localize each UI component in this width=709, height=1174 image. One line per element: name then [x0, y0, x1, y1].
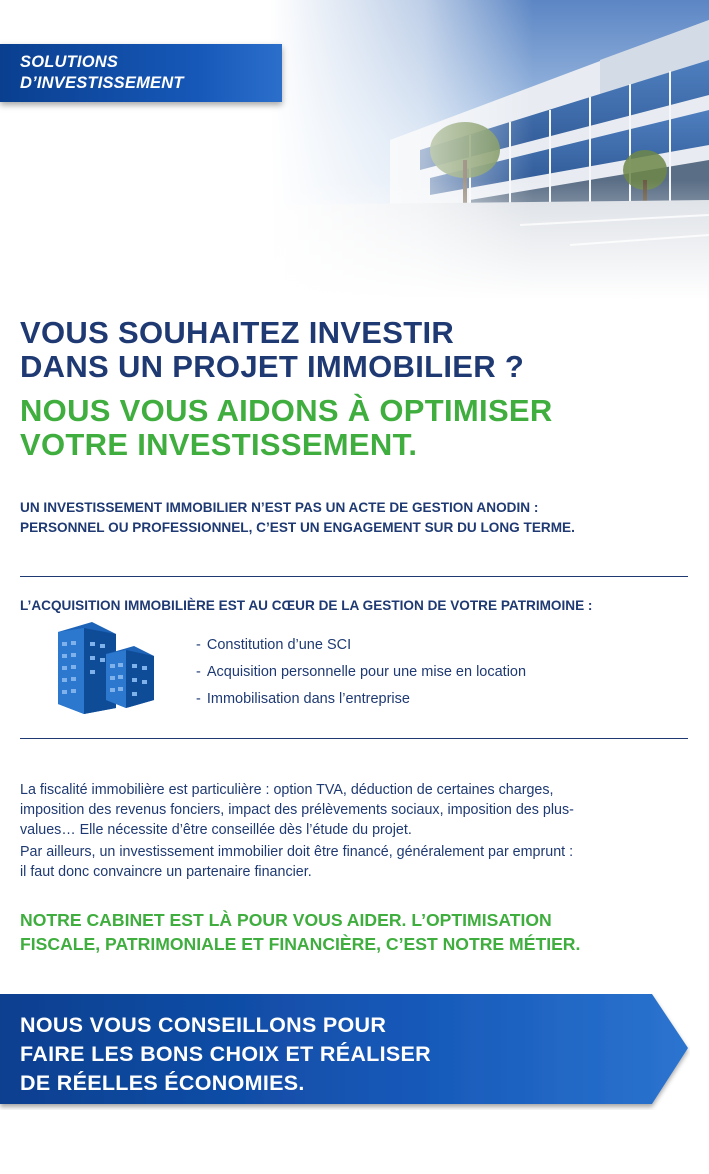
financing-paragraph: [20, 842, 690, 882]
headline-answer-line1: NOUS VOUS AIDONS À OPTIMISER: [20, 393, 553, 428]
headline-question-line1: VOUS SOUHAITEZ INVESTIR: [20, 315, 455, 350]
list-item: - Acquisition personnelle pour une mise en location: [196, 664, 527, 680]
divider-top: [20, 576, 688, 577]
acquisition-title: L’ACQUISITION IMMOBILIÈRE EST AU CŒUR DE LA GESTION DE VOTRE PATRIMOINE :: [20, 598, 593, 613]
intro-line1: UN INVESTISSEMENT IMMOBILIER N’EST PAS UN ACTE DE GESTION ANODIN :: [20, 500, 539, 515]
financing-paragraph-line1: Par ailleurs, un investissement immobilier doit être financé, généralement par emprunt :: [20, 844, 574, 860]
buildings-icon: [56, 620, 156, 715]
fiscal-paragraph-line3: values… Elle nécessite d’être conseillée dès l’étude du projet.: [20, 822, 412, 838]
intro-text: [20, 498, 690, 538]
banner-line3: DE RÉELLES ÉCONOMIES.: [20, 1071, 305, 1095]
section-tag-line1: SOLUTIONS: [20, 53, 119, 71]
cabinet-statement-line2: FISCALE, PATRIMONIALE ET FINANCIÈRE, C’EST NOTRE MÉTIER.: [20, 934, 581, 954]
list-item: - Immobilisation dans l’entreprise: [196, 691, 410, 707]
headline: [20, 316, 680, 462]
fiscal-paragraph: [20, 780, 690, 840]
banner-line1: NOUS VOUS CONSEILLONS POUR: [20, 1013, 387, 1037]
fiscal-paragraph-line1: La fiscalité immobilière est particulière : option TVA, déduction de certaines charges,: [20, 782, 554, 798]
cabinet-statement-line1: NOTRE CABINET EST LÀ POUR VOUS AIDER. L’OPTIMISATION: [20, 910, 552, 930]
intro-line2: PERSONNEL OU PROFESSIONNEL, C’EST UN ENGAGEMENT SUR DU LONG TERME.: [20, 520, 575, 535]
financing-paragraph-line2: il faut donc convaincre un partenaire financier.: [20, 864, 312, 880]
banner-text: [20, 1011, 431, 1098]
cabinet-statement: [20, 908, 690, 956]
fiscal-paragraph-line2: imposition des revenus fonciers, impact des prélèvements sociaux, imposition des plus-: [20, 802, 574, 818]
banner-line2: FAIRE LES BONS CHOIX ET RÉALISER: [20, 1042, 431, 1066]
headline-question-line2: DANS UN PROJET IMMOBILIER ?: [20, 349, 525, 384]
section-tag: [0, 44, 282, 102]
hero-building-image: [270, 0, 709, 300]
section-tag-line2: D’INVESTISSEMENT: [20, 74, 184, 92]
headline-answer-line2: VOTRE INVESTISSEMENT.: [20, 427, 418, 462]
acquisition-list: [196, 632, 526, 713]
divider-bottom: [20, 738, 688, 739]
list-item: - Constitution d’une SCI: [196, 637, 352, 653]
